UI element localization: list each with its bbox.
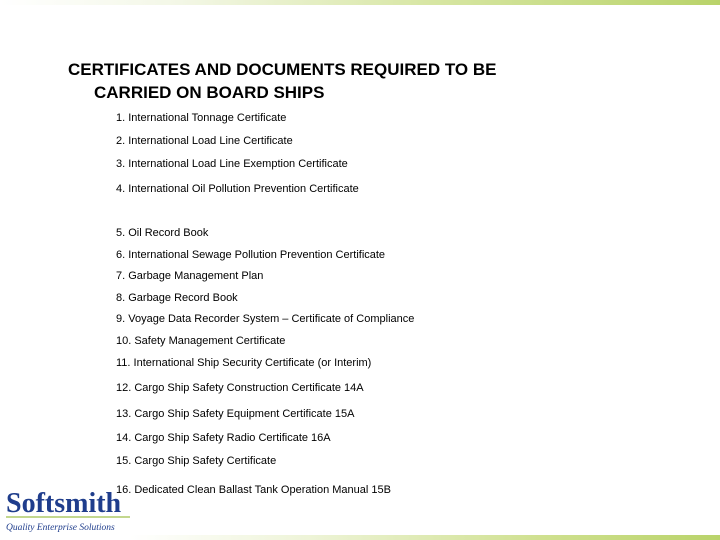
list-item: 6. International Sewage Pollution Prevention Certificate <box>116 249 386 261</box>
softsmith-logo <box>4 484 132 538</box>
list-item: 11. International Ship Security Certificate (or Interim) <box>116 357 372 369</box>
list-item: 9. Voyage Data Recorder System – Certificate of Compliance <box>116 313 415 325</box>
list-item: 3. International Load Line Exemption Certificate <box>116 158 348 170</box>
list-item: 4. International Oil Pollution Prevention Certificate <box>116 183 359 195</box>
list-item: 1. International Tonnage Certificate <box>116 112 287 124</box>
slide-title <box>68 58 688 104</box>
list-item: 13. Cargo Ship Safety Equipment Certificate 15A <box>116 408 355 420</box>
slide-title-line-1: CERTIFICATES AND DOCUMENTS REQUIRED TO BE <box>68 60 497 79</box>
list-item: 15. Cargo Ship Safety Certificate <box>116 455 277 467</box>
list-item: 7. Garbage Management Plan <box>116 270 264 282</box>
logo-wordmark: Softsmith <box>6 488 122 519</box>
bottom-accent-bar <box>130 535 720 540</box>
list-item: 16. Dedicated Clean Ballast Tank Operation Manual 15B <box>116 484 391 496</box>
list-item: 12. Cargo Ship Safety Construction Certificate 14A <box>116 382 364 394</box>
list-item: 14. Cargo Ship Safety Radio Certificate 16A <box>116 432 331 444</box>
logo-tagline: Quality Enterprise Solutions <box>6 523 115 533</box>
top-accent-bar <box>0 0 720 5</box>
slide-title-line-2: CARRIED ON BOARD SHIPS <box>94 83 325 102</box>
list-item: 5. Oil Record Book <box>116 227 209 239</box>
list-item: 8. Garbage Record Book <box>116 292 238 304</box>
list-item: 2. International Load Line Certificate <box>116 135 293 147</box>
list-item: 10. Safety Management Certificate <box>116 335 286 347</box>
